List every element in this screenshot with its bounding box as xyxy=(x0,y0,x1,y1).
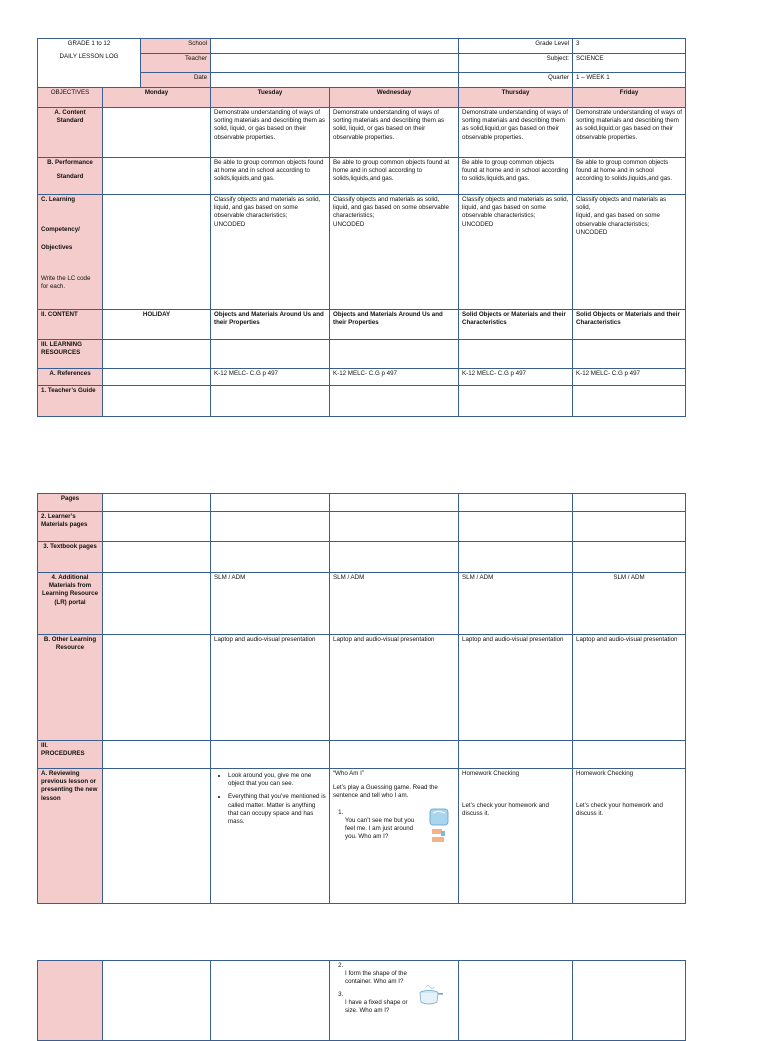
references-wednesday[interactable]: K-12 MELC- C.G p 497 xyxy=(330,369,459,386)
teachers-guide-wednesday[interactable] xyxy=(330,386,459,417)
objectives-header: OBJECTIVES xyxy=(38,88,103,108)
other-resource-friday[interactable]: Laptop and audio-visual presentation xyxy=(573,635,686,741)
references-monday[interactable] xyxy=(103,369,211,386)
references-friday[interactable]: K-12 MELC- C.G p 497 xyxy=(573,369,686,386)
review-bullet-2 xyxy=(228,793,326,826)
learners-materials-wednesday[interactable] xyxy=(330,512,459,542)
school-value[interactable] xyxy=(211,39,459,54)
competency-tuesday[interactable]: Classify objects and materials as solid, liquid, and gas based on some observable characteristics; UNCODED xyxy=(211,195,330,310)
homework-checking-title-fri: Homework Checking xyxy=(576,770,634,777)
teacher-value[interactable] xyxy=(211,54,459,73)
learners-materials-label: 2. Learner’s Materials pages xyxy=(38,512,103,542)
homework-checking-body-fri: Let’s check your homework and discuss it. xyxy=(576,802,663,818)
riddle-list-2 xyxy=(333,962,455,1023)
procedures-monday[interactable] xyxy=(103,741,211,769)
additional-materials-wednesday[interactable]: SLM / ADM xyxy=(330,573,459,635)
continued-thursday[interactable] xyxy=(459,961,573,1041)
continued-wednesday[interactable] xyxy=(330,961,459,1041)
additional-materials-thursday[interactable]: SLM / ADM xyxy=(459,573,573,635)
competency-wednesday[interactable]: Classify objects and materials as solid, liquid, and gas based on some observable characteristics; UNCODED xyxy=(330,195,459,310)
lesson-log-table-3 xyxy=(37,960,685,1041)
grade-level-label: Grade Level xyxy=(459,39,573,54)
teachers-guide-friday[interactable] xyxy=(573,386,686,417)
quarter-value[interactable]: 1 – WEEK 1 xyxy=(573,73,686,88)
procedures-tuesday[interactable] xyxy=(211,741,330,769)
pages-monday[interactable] xyxy=(103,494,211,512)
performance-standard-monday[interactable] xyxy=(103,158,211,195)
riddle-1 xyxy=(345,809,455,850)
procedures-label: III. PROCEDURES xyxy=(38,741,103,769)
references-tuesday[interactable]: K-12 MELC- C.G p 497 xyxy=(211,369,330,386)
pages-thursday[interactable] xyxy=(459,494,573,512)
learning-resources-thursday[interactable] xyxy=(459,340,573,369)
reviewing-tuesday[interactable] xyxy=(211,769,330,904)
cooking-pot-icon xyxy=(417,983,443,1007)
homework-checking-body-thu: Let’s check your homework and discuss it. xyxy=(462,802,549,818)
procedures-friday[interactable] xyxy=(573,741,686,769)
continued-tuesday[interactable] xyxy=(211,961,330,1041)
pages-friday[interactable] xyxy=(573,494,686,512)
date-label: Date xyxy=(141,73,211,88)
competency-monday[interactable] xyxy=(103,195,211,310)
performance-standard-label xyxy=(38,158,103,195)
content-standard-label: A. Content Standard xyxy=(38,108,103,158)
reviewing-label: A. Reviewing previous lesson or presenting the new lesson xyxy=(38,769,103,904)
review-bullet-1 xyxy=(228,772,326,788)
subject-value[interactable]: SCIENCE xyxy=(573,54,686,73)
tuesday-header: Tuesday xyxy=(211,88,330,108)
competency-thursday[interactable]: Classify objects and materials as solid, liquid, and gas based on some observable characteristics; UNCODED xyxy=(459,195,573,310)
friday-header: Friday xyxy=(573,88,686,108)
log-title: DAILY LESSON LOG xyxy=(59,53,119,61)
date-value[interactable] xyxy=(211,73,459,88)
learning-resources-friday[interactable] xyxy=(573,340,686,369)
learning-resources-tuesday[interactable] xyxy=(211,340,330,369)
reviewing-thursday[interactable] xyxy=(459,769,573,904)
other-resource-wednesday[interactable]: Laptop and audio-visual presentation xyxy=(330,635,459,741)
additional-materials-label: 4. Additional Materials from Learning Resource (LR) portal xyxy=(38,573,103,635)
textbook-label: 3. Textbook pages xyxy=(38,542,103,573)
other-resource-monday[interactable] xyxy=(103,635,211,741)
subject-label: Subject: xyxy=(459,54,573,73)
additional-materials-monday[interactable] xyxy=(103,573,211,635)
learning-competency-label xyxy=(38,195,103,310)
other-resource-thursday[interactable]: Laptop and audio-visual presentation xyxy=(459,635,573,741)
competency-label-2: Competency/ xyxy=(41,226,80,234)
ice-cube-icon xyxy=(427,807,451,843)
grade-line: GRADE 1 to 12 xyxy=(67,40,111,47)
review-bullet-list xyxy=(214,772,326,826)
content-monday[interactable]: HOLIDAY xyxy=(103,310,211,340)
additional-materials-tuesday[interactable]: SLM / ADM xyxy=(211,573,330,635)
textbook-friday[interactable] xyxy=(573,542,686,573)
performance-standard-thursday[interactable]: Be able to group common objects found at home and in school according to solids,liquids,and gas. xyxy=(459,158,573,195)
riddle-3 xyxy=(345,991,455,1024)
continued-label xyxy=(38,961,103,1041)
lesson-log-table-2 xyxy=(37,493,685,904)
procedures-thursday[interactable] xyxy=(459,741,573,769)
content-standard-tuesday[interactable]: Demonstrate understanding of ways of sorting materials and describing them as solid, liquid, or gas based on their observable properties. xyxy=(211,108,330,158)
teachers-guide-tuesday[interactable] xyxy=(211,386,330,417)
learners-materials-thursday[interactable] xyxy=(459,512,573,542)
learners-materials-tuesday[interactable] xyxy=(211,512,330,542)
continued-monday[interactable] xyxy=(103,961,211,1041)
continued-friday[interactable] xyxy=(573,961,686,1041)
teacher-label: Teacher xyxy=(141,54,211,73)
competency-label-1: C. Learning xyxy=(41,196,76,203)
content-standard-thursday[interactable]: Demonstrate understanding of ways of sorting materials and describing them as solid,liquid,or gas based on their observable properties. xyxy=(459,108,573,158)
learning-resources-wednesday[interactable] xyxy=(330,340,459,369)
procedures-wednesday[interactable] xyxy=(330,741,459,769)
thursday-header: Thursday xyxy=(459,88,573,108)
reviewing-friday[interactable] xyxy=(573,769,686,904)
log-heading-cell xyxy=(38,39,141,88)
monday-header: Monday xyxy=(103,88,211,108)
grade-level-value[interactable]: 3 xyxy=(573,39,686,54)
textbook-tuesday[interactable] xyxy=(211,542,330,573)
textbook-wednesday[interactable] xyxy=(330,542,459,573)
performance-standard-friday[interactable]: Be able to group common objects found at home and in school according to solids,liquids,and gas. xyxy=(573,158,686,195)
pages-wednesday[interactable] xyxy=(330,494,459,512)
learners-materials-monday[interactable] xyxy=(103,512,211,542)
performance-label-top: B. Performance xyxy=(47,159,93,166)
learning-resources-monday[interactable] xyxy=(103,340,211,369)
learning-resources-label: III. LEARNING RESOURCES xyxy=(38,340,103,369)
riddle-2-text: I form the shape of the container. Who am I? xyxy=(345,970,407,986)
content-standard-monday[interactable] xyxy=(103,108,211,158)
content-wednesday[interactable]: Objects and Materials Around Us and their Properties xyxy=(330,310,459,340)
content-label: II. CONTENT xyxy=(38,310,103,340)
references-thursday[interactable]: K-12 MELC- C.G p 497 xyxy=(459,369,573,386)
references-label: A. References xyxy=(38,369,103,386)
content-thursday[interactable]: Solid Objects or Materials and their Characteristics xyxy=(459,310,573,340)
teachers-guide-thursday[interactable] xyxy=(459,386,573,417)
guessing-game-intro: Let’s play a Guessing game. Read the sentence and tell who I am. xyxy=(333,784,438,800)
content-standard-friday[interactable]: Demonstrate understanding of ways of sorting materials and describing them as solid,liquid,or gas based on their observable properties. xyxy=(573,108,686,158)
other-resource-tuesday[interactable]: Laptop and audio-visual presentation xyxy=(211,635,330,741)
content-tuesday[interactable]: Objects and Materials Around Us and their Properties xyxy=(211,310,330,340)
riddle-list-1 xyxy=(333,809,455,850)
pages-label: Pages xyxy=(38,494,103,512)
learners-materials-friday[interactable] xyxy=(573,512,686,542)
homework-checking-title-thu: Homework Checking xyxy=(462,770,520,777)
performance-label-bottom: Standard xyxy=(56,173,84,181)
pages-tuesday[interactable] xyxy=(211,494,330,512)
textbook-thursday[interactable] xyxy=(459,542,573,573)
content-standard-wednesday[interactable]: Demonstrate understanding of ways of sorting materials and describing them as solid, liquid, or gas based on their observable properties. xyxy=(330,108,459,158)
teachers-guide-label: 1. Teacher’s Guide xyxy=(38,386,103,417)
content-friday[interactable]: Solid Objects or Materials and their Characteristics xyxy=(573,310,686,340)
competency-friday[interactable]: Classify objects and materials as solid, liquid, and gas based on some observable characteristics; UNCODED xyxy=(573,195,686,310)
textbook-monday[interactable] xyxy=(103,542,211,573)
review-bullet-1-text: Look around you, give me one object that you can see. xyxy=(228,772,312,788)
quarter-label: Quarter xyxy=(459,73,573,88)
competency-label-3: Objectives xyxy=(41,244,73,252)
wednesday-header: Wednesday xyxy=(330,88,459,108)
riddle-1-text: You can’t see me but you feel me. I am just around you. Who am I? xyxy=(345,816,415,841)
review-bullet-2-text: Everything that you’ve mentioned is called matter. Matter is anything that can occupy space and has mass. xyxy=(228,793,326,825)
performance-standard-tuesday[interactable]: Be able to group common objects found at home and in school according to solids,liquids,and gas. xyxy=(211,158,330,195)
who-am-i-title: “Who Am I” xyxy=(333,770,364,777)
reviewing-monday[interactable] xyxy=(103,769,211,904)
competency-label-4: Write the LC code for each. xyxy=(41,274,91,290)
additional-materials-friday[interactable]: SLM / ADM xyxy=(573,573,686,635)
school-label: School xyxy=(141,39,211,54)
riddle-3-text: I have a fixed shape or size. Who am I? xyxy=(345,998,408,1014)
other-resource-label: B. Other Learning Resource xyxy=(38,635,103,741)
performance-standard-wednesday[interactable]: Be able to group common objects found at home and in school according to solids,liquids,and gas. xyxy=(330,158,459,195)
teachers-guide-monday[interactable] xyxy=(103,386,211,417)
lesson-log-table-1 xyxy=(37,38,685,417)
reviewing-wednesday[interactable] xyxy=(330,769,459,904)
